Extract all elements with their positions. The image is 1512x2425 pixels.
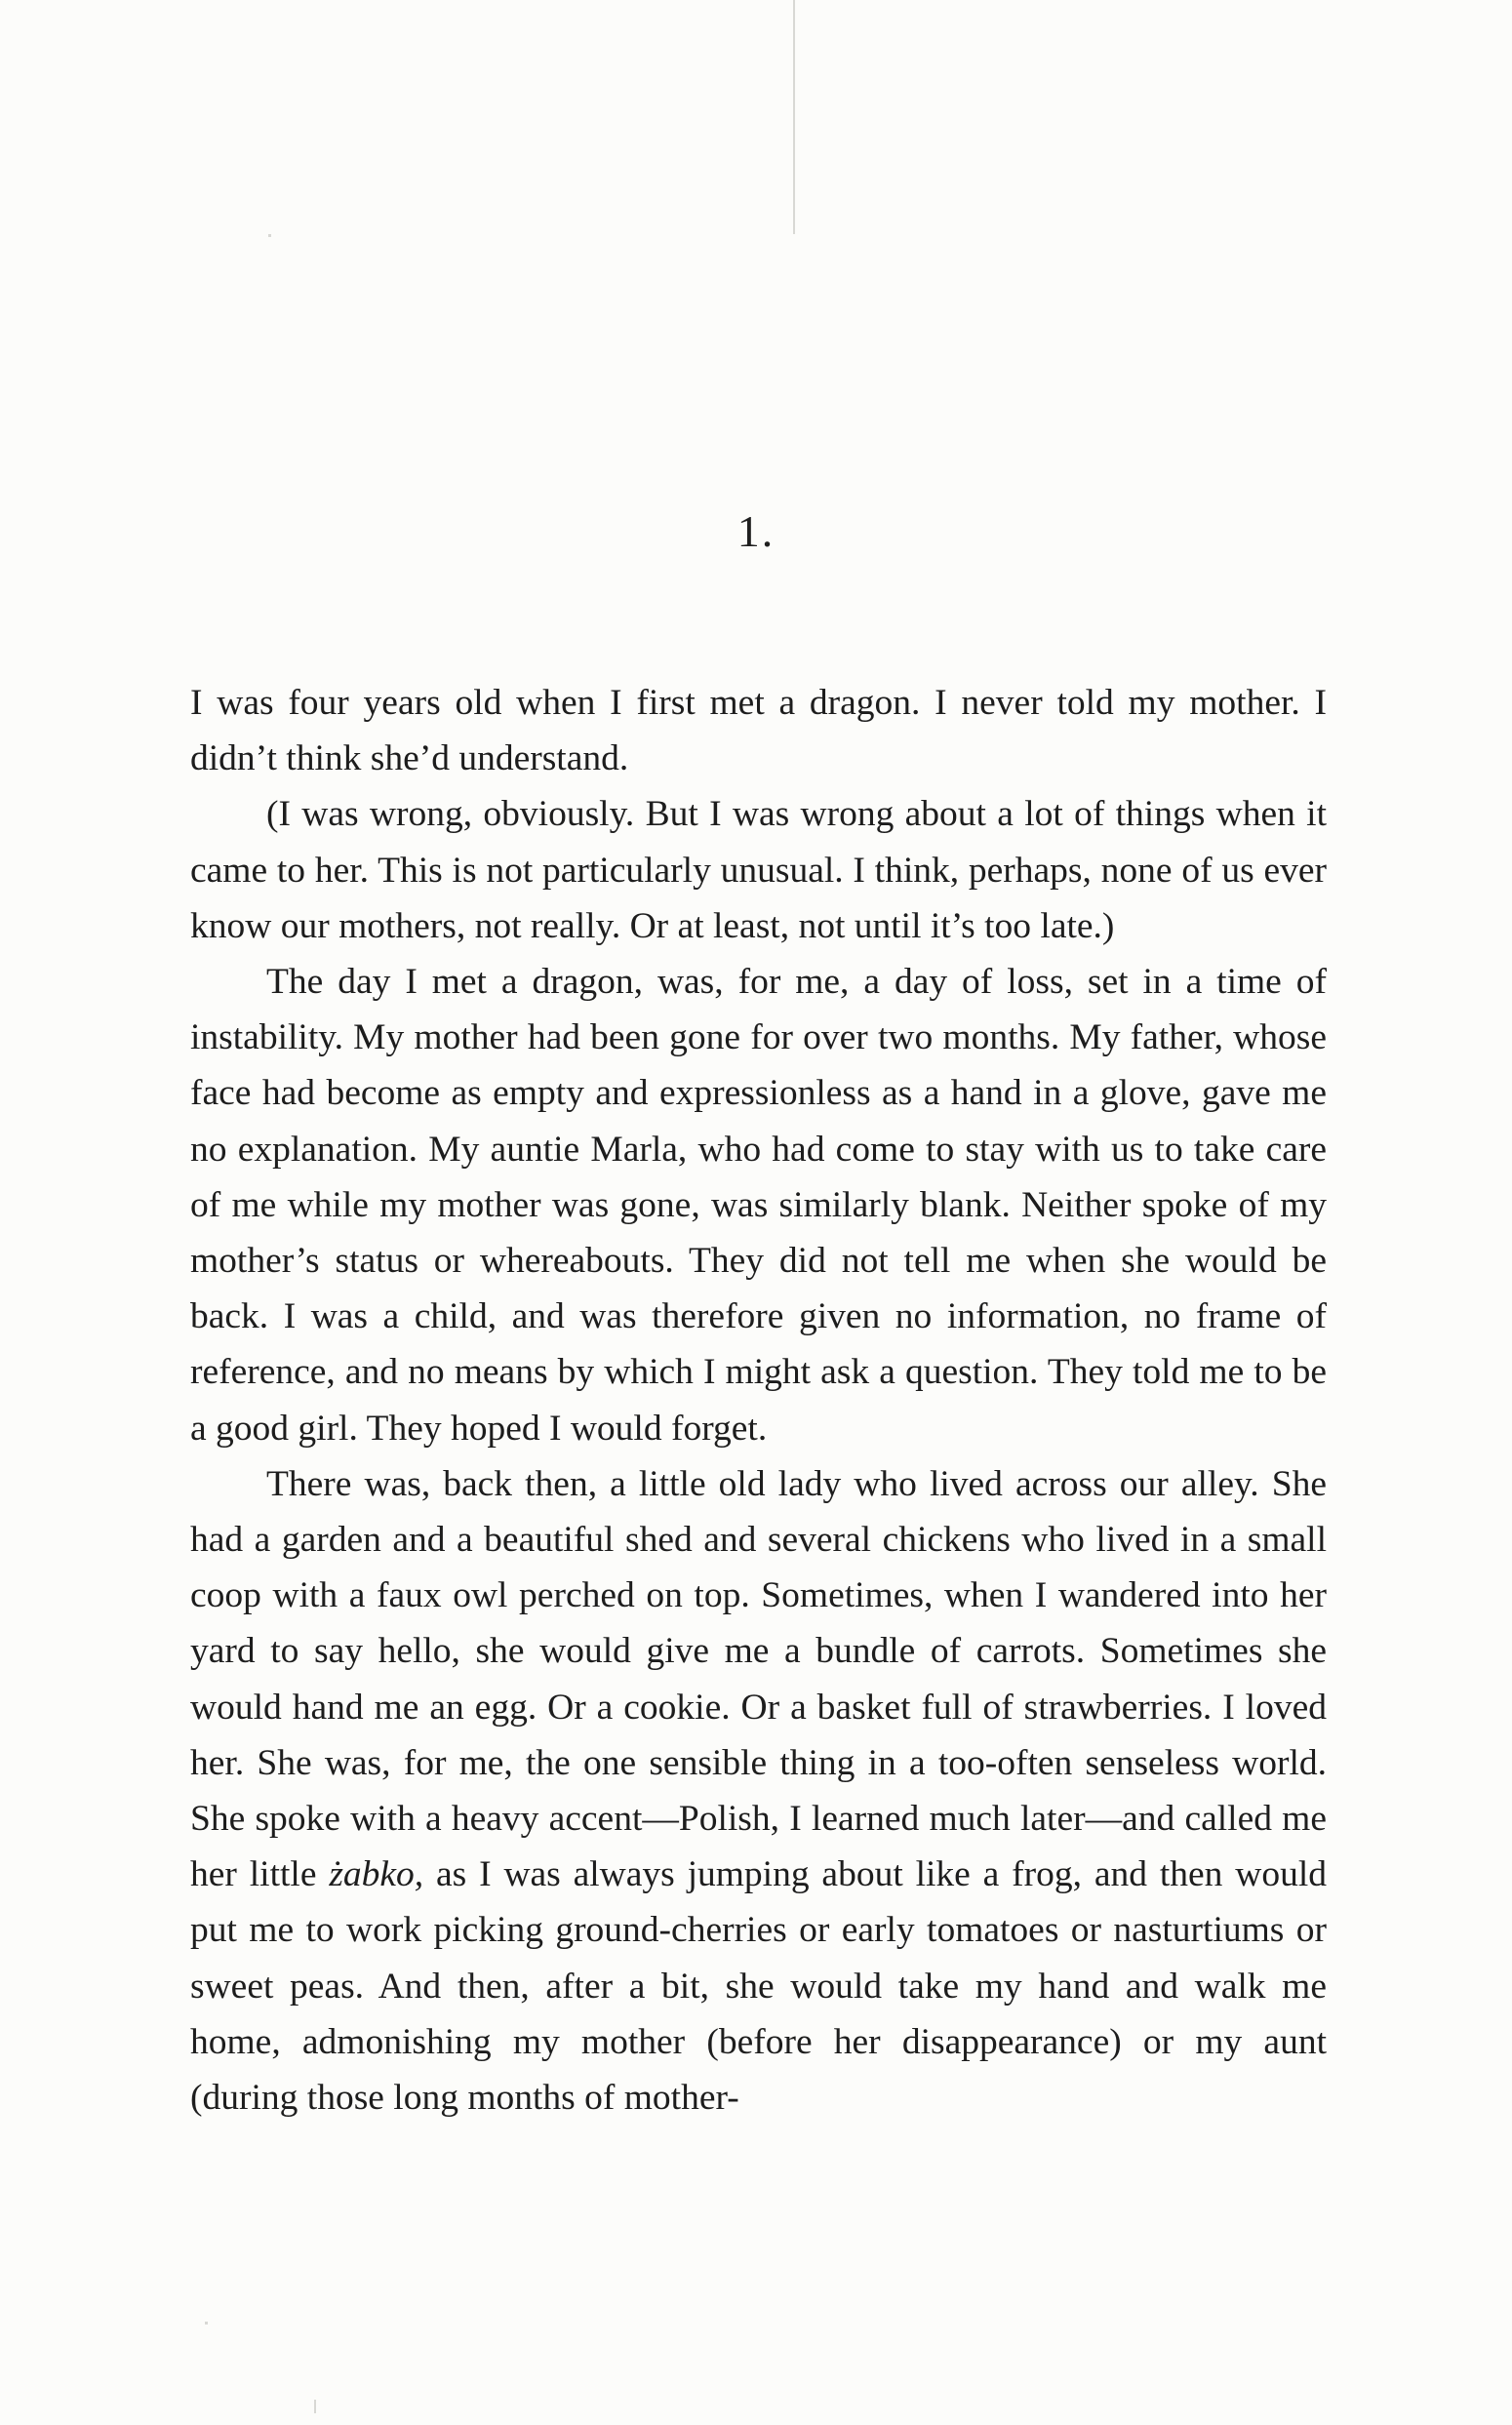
body-paragraph [190, 675, 1327, 786]
body-paragraph [190, 1456, 1327, 2126]
italic-word: żabko, [329, 1854, 424, 1895]
scan-speck [205, 2322, 208, 2325]
paragraph-text: There was, back then, a little old lady who lived across our alley. She had a garden and a beautiful shed and several chickens who lived in a small coop with a faux owl perched on top. Sometimes, when I wandered into her yard to say hello, she would give me a bundle of carrots. Sometimes she would hand me an egg. Or a cookie. Or a basket full of strawberries. I loved her. She was, for me, the one sensible thing in a too-often senseless world. She spoke with a heavy accent—Polish, I learned much later—and called me her little [190, 1463, 1327, 1895]
paragraph-text: I was four years old when I first met a dragon. I never told my mother. I didn’t think she’d understand. [190, 683, 1327, 779]
scan-fold-line [793, 0, 795, 234]
scan-speck [314, 2400, 316, 2413]
scan-speck [268, 234, 271, 237]
body-paragraph [190, 954, 1327, 1456]
body-paragraph [190, 786, 1327, 954]
paragraph-text: as I was always jumping about like a frog, and then would put me to work picking ground-cherries or early tomatoes or nasturtiums or sweet peas. And then, after a bit, she would take my hand and walk me home, admonishing my mother (before her disappearance) or my aunt (during those long months of mother- [190, 1854, 1327, 2119]
paragraph-text: The day I met a dragon, was, for me, a day of loss, set in a time of instability. My mother had been gone for over two months. My father, whose face had become as empty and expressionless as a hand in a glove, gave me no explanation. My auntie Marla, who had come to stay with us to take care of me while my mother was gone, was similarly blank. Neither spoke of my mother’s status or whereabouts. They did not tell me when she would be back. I was a child, and was therefore given no information, no frame of reference, and no means by which I might ask a question. They told me to be a good girl. They hoped I would forget. [190, 962, 1327, 1449]
paragraph-text: (I was wrong, obviously. But I was wrong about a lot of things when it came to her. This is not particularly unusual. I think, perhaps, none of us ever know our mothers, not really. Or at least, not until it’s too late.) [190, 794, 1327, 946]
chapter-body-text [190, 675, 1327, 2126]
chapter-number: 1. [736, 506, 776, 556]
